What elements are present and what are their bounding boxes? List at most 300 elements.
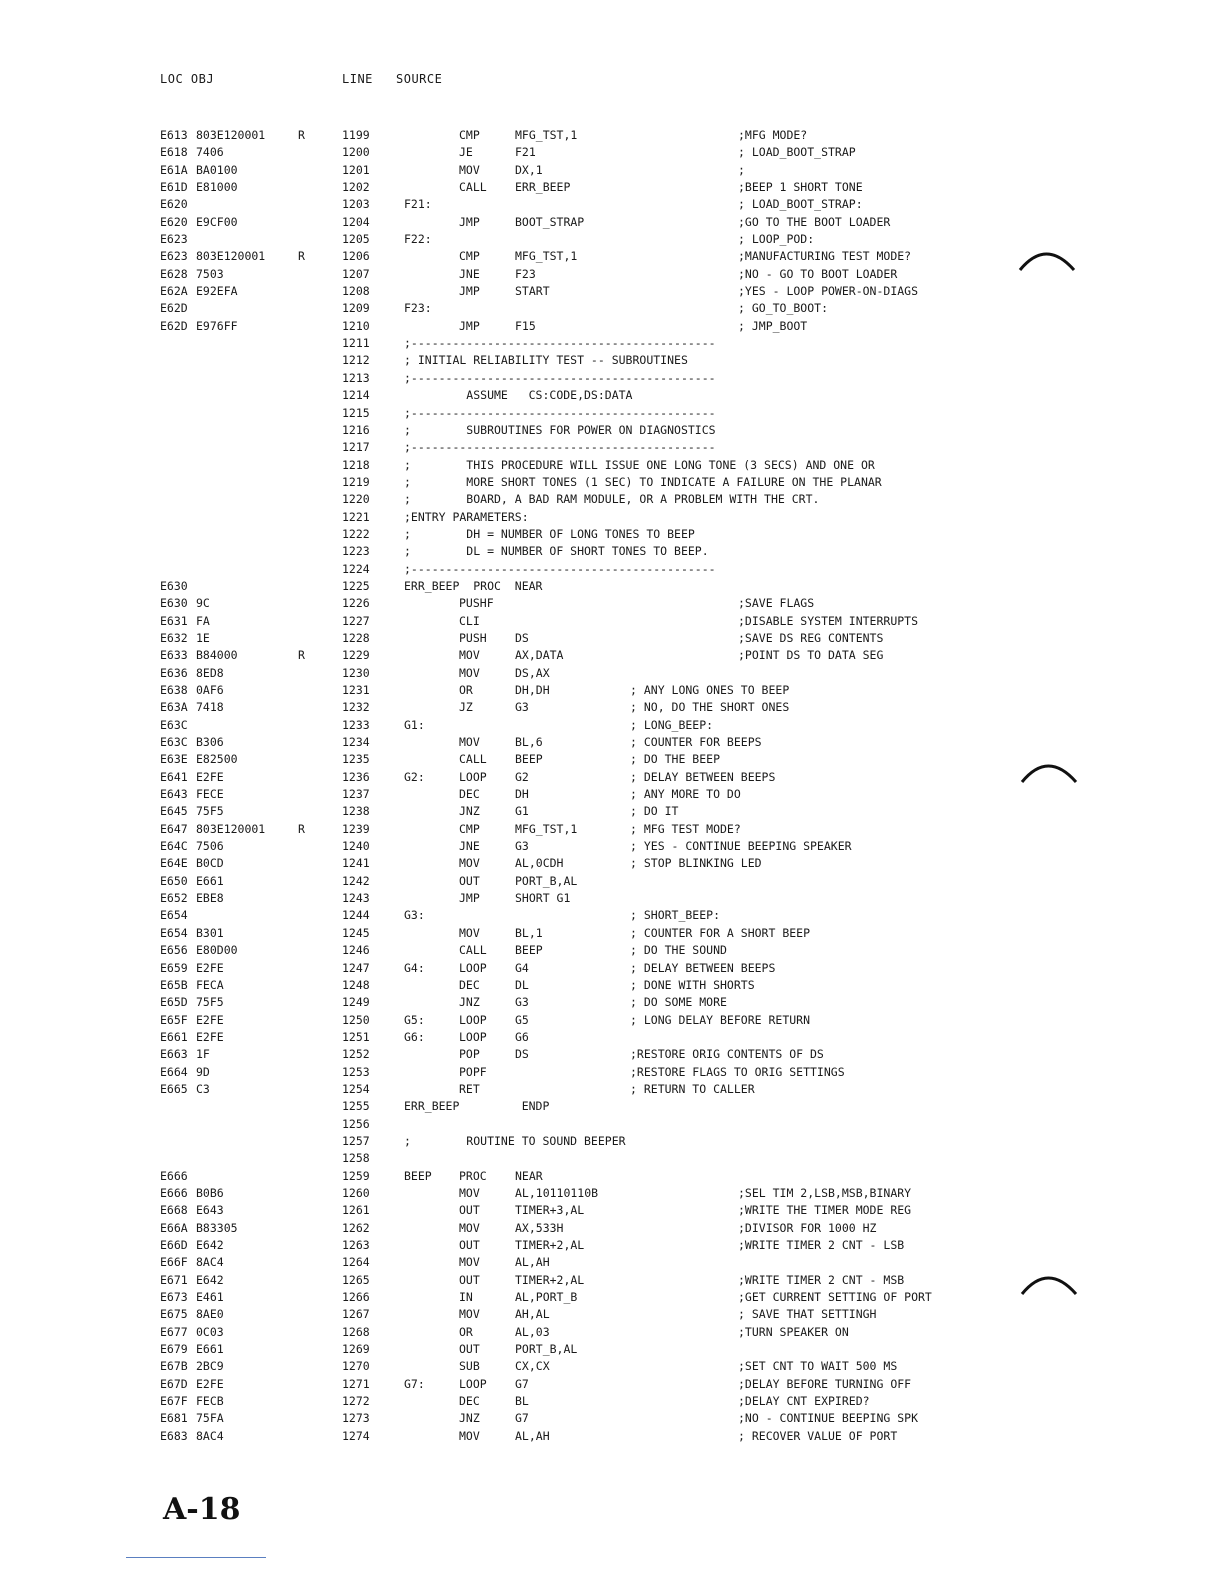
source-operand: MFG_TST,1	[515, 249, 578, 264]
source-operand: START	[515, 284, 550, 299]
line-number: 1223	[342, 544, 370, 559]
source-operand: BEEP	[515, 943, 543, 958]
source-comment: ;WRITE TIMER 2 CNT - MSB	[738, 1272, 905, 1287]
loc-address: E63E	[160, 752, 188, 767]
listing-row	[0, 907, 1224, 924]
line-number: 1261	[342, 1203, 370, 1218]
source-operand: AL,03	[515, 1324, 550, 1339]
line-number: 1251	[342, 1029, 370, 1044]
object-code: E92EFA	[196, 284, 238, 299]
source-opcode: SUB	[459, 1359, 480, 1374]
loc-address: E641	[160, 769, 188, 784]
source-opcode: CALL	[459, 180, 487, 195]
binder-hole-mark-top	[1016, 240, 1076, 280]
source-comment: ; SAVE THAT SETTINGH	[738, 1307, 877, 1322]
source-text: ;--------------------------------------------	[404, 370, 716, 385]
object-code: 8AC4	[196, 1428, 224, 1443]
listing-row	[0, 1393, 1224, 1410]
object-code: C3	[196, 1081, 210, 1096]
loc-address: E63C	[160, 717, 188, 732]
object-code: BA0100	[196, 162, 238, 177]
source-comment: ; LONG DELAY BEFORE RETURN	[630, 1012, 811, 1027]
source-operand: DX,1	[515, 162, 543, 177]
source-comment: ;YES - LOOP POWER-ON-DIAGS	[738, 284, 919, 299]
source-comment: ; STOP BLINKING LED	[630, 856, 762, 871]
source-operand: G6	[515, 1029, 529, 1044]
listing-row	[0, 283, 1224, 300]
source-opcode: LOOP	[459, 960, 487, 975]
line-number: 1207	[342, 266, 370, 281]
source-label: G1:	[404, 717, 425, 732]
listing-row	[0, 335, 1224, 352]
loc-address: E62D	[160, 301, 188, 316]
object-code: E2FE	[196, 960, 224, 975]
object-code: 7406	[196, 145, 224, 160]
source-label: G3:	[404, 908, 425, 923]
line-number: 1247	[342, 960, 370, 975]
object-code: E661	[196, 1342, 224, 1357]
listing-row	[0, 387, 1224, 404]
source-comment: ; GO_TO_BOOT:	[738, 301, 829, 316]
source-text: ; SUBROUTINES FOR POWER ON DIAGNOSTICS	[404, 422, 716, 437]
listing-row	[0, 977, 1224, 994]
object-code: 9C	[196, 596, 210, 611]
line-number: 1220	[342, 492, 370, 507]
source-text: ERR_BEEP PROC NEAR	[404, 578, 543, 593]
loc-address: E652	[160, 891, 188, 906]
source-opcode: JNE	[459, 266, 480, 281]
loc-address: E630	[160, 596, 188, 611]
source-operand: G3	[515, 700, 529, 715]
loc-address: E62A	[160, 284, 188, 299]
source-comment: ; DO SOME MORE	[630, 995, 727, 1010]
loc-address: E63C	[160, 735, 188, 750]
source-comment: ;BEEP 1 SHORT TONE	[738, 180, 863, 195]
source-comment: ; RETURN TO CALLER	[630, 1081, 755, 1096]
line-number: 1224	[342, 561, 370, 576]
listing-row	[0, 1064, 1224, 1081]
listing-row	[0, 179, 1224, 196]
loc-address: E656	[160, 943, 188, 958]
object-code: E81000	[196, 180, 238, 195]
header-loc-obj: LOC OBJ	[160, 72, 215, 86]
loc-address: E645	[160, 804, 188, 819]
source-label: G4:	[404, 960, 425, 975]
line-number: 1274	[342, 1428, 370, 1443]
source-operand: BEEP	[515, 752, 543, 767]
listing-row	[0, 196, 1224, 213]
listing-row	[0, 1410, 1224, 1427]
source-opcode: MOV	[459, 1255, 480, 1270]
listing-row	[0, 1237, 1224, 1254]
loc-address: E668	[160, 1203, 188, 1218]
listing-row	[0, 595, 1224, 612]
source-opcode: MOV	[459, 856, 480, 871]
line-number: 1236	[342, 769, 370, 784]
relocation-flag: R	[298, 128, 305, 142]
source-operand: G7	[515, 1411, 529, 1426]
object-code: B301	[196, 925, 224, 940]
object-code: 2BC9	[196, 1359, 224, 1374]
listing-row	[0, 370, 1224, 387]
listing-row	[0, 665, 1224, 682]
object-code: E642	[196, 1272, 224, 1287]
listing-row	[0, 1220, 1224, 1237]
source-opcode: MOV	[459, 1428, 480, 1443]
line-number: 1213	[342, 370, 370, 385]
listing-row	[0, 543, 1224, 560]
loc-address: E647	[160, 821, 188, 836]
source-opcode: OUT	[459, 1272, 480, 1287]
loc-address: E650	[160, 873, 188, 888]
source-opcode: OR	[459, 683, 473, 697]
object-code: E643	[196, 1203, 224, 1218]
source-operand: PORT_B,AL	[515, 873, 578, 888]
loc-address: E671	[160, 1272, 188, 1287]
line-number: 1255	[342, 1099, 370, 1114]
loc-address: E681	[160, 1411, 188, 1426]
loc-address: E65F	[160, 1012, 188, 1027]
source-operand: DS,AX	[515, 665, 550, 680]
source-operand: DL	[515, 977, 529, 992]
source-comment: ;WRITE TIMER 2 CNT - LSB	[738, 1238, 905, 1252]
source-operand: F21	[515, 145, 536, 160]
listing-row	[0, 890, 1224, 907]
loc-address: E664	[160, 1064, 188, 1079]
loc-address: E659	[160, 960, 188, 975]
loc-address: E677	[160, 1324, 188, 1339]
source-comment: ; RECOVER VALUE OF PORT	[738, 1428, 898, 1443]
line-number: 1272	[342, 1394, 370, 1409]
object-code: 1F	[196, 1047, 210, 1062]
line-number: 1239	[342, 821, 370, 836]
listing-row	[0, 1202, 1224, 1219]
source-operand: DS	[515, 630, 529, 645]
line-number: 1273	[342, 1411, 370, 1426]
line-number: 1212	[342, 353, 370, 368]
listing-row	[0, 1306, 1224, 1323]
object-code: FECB	[196, 1394, 224, 1409]
listing-row	[0, 1150, 1224, 1167]
line-number: 1244	[342, 908, 370, 923]
listing-row	[0, 838, 1224, 855]
object-code: 0C03	[196, 1324, 224, 1339]
source-comment: ;MANUFACTURING TEST MODE?	[738, 249, 912, 264]
object-code: 75F5	[196, 995, 224, 1010]
listing-row	[0, 630, 1224, 647]
line-number: 1256	[342, 1116, 370, 1131]
source-opcode: OUT	[459, 1203, 480, 1218]
listing-row	[0, 942, 1224, 959]
line-number: 1221	[342, 509, 370, 524]
source-comment: ;DISABLE SYSTEM INTERRUPTS	[738, 613, 919, 628]
line-number: 1218	[342, 457, 370, 472]
line-number: 1263	[342, 1238, 370, 1252]
source-comment: ;SAVE DS REG CONTENTS	[738, 630, 884, 645]
binder-hole-mark-bottom	[1018, 1264, 1078, 1304]
line-number: 1227	[342, 613, 370, 628]
header-line: LINE	[342, 72, 373, 86]
line-number: 1242	[342, 873, 370, 888]
line-number: 1269	[342, 1342, 370, 1357]
line-number: 1203	[342, 197, 370, 212]
object-code: B0B6	[196, 1185, 224, 1200]
object-code: E9CF00	[196, 214, 238, 229]
source-comment: ;GO TO THE BOOT LOADER	[738, 214, 891, 229]
source-comment: ; COUNTER FOR A SHORT BEEP	[630, 925, 811, 940]
listing-row	[0, 803, 1224, 820]
source-operand: AL,AH	[515, 1255, 550, 1270]
source-opcode: MOV	[459, 1307, 480, 1322]
source-opcode: MOV	[459, 665, 480, 680]
source-label: G7:	[404, 1376, 425, 1391]
source-operand: G5	[515, 1012, 529, 1027]
source-operand: AH,AL	[515, 1307, 550, 1322]
loc-address: E65D	[160, 995, 188, 1010]
source-opcode: JNE	[459, 839, 480, 854]
object-code: E2FE	[196, 769, 224, 784]
listing-row	[0, 699, 1224, 716]
loc-address: E666	[160, 1185, 188, 1200]
listing-row	[0, 578, 1224, 595]
loc-address: E654	[160, 908, 188, 923]
object-code: 9D	[196, 1064, 210, 1079]
source-text: ;--------------------------------------------	[404, 405, 716, 420]
source-operand: AX,533H	[515, 1220, 564, 1235]
source-comment: ;SAVE FLAGS	[738, 596, 815, 611]
source-operand: AL,AH	[515, 1428, 550, 1443]
listing-row	[0, 682, 1224, 699]
source-comment: ; LOAD_BOOT_STRAP:	[738, 197, 863, 212]
source-comment: ;NO - GO TO BOOT LOADER	[738, 266, 898, 281]
source-comment: ;DIVISOR FOR 1000 HZ	[738, 1220, 877, 1235]
loc-address: E623	[160, 232, 188, 247]
source-comment: ;GET CURRENT SETTING OF PORT	[738, 1290, 932, 1305]
loc-address: E630	[160, 578, 188, 593]
line-number: 1241	[342, 856, 370, 871]
listing-row	[0, 491, 1224, 508]
line-number: 1228	[342, 630, 370, 645]
listing-row	[0, 526, 1224, 543]
loc-address: E665	[160, 1081, 188, 1096]
binder-hole-mark-middle	[1018, 752, 1078, 792]
source-comment: ; DO THE SOUND	[630, 943, 727, 958]
object-code: 8AC4	[196, 1255, 224, 1270]
source-comment: ;SEL TIM 2,LSB,MSB,BINARY	[738, 1185, 912, 1200]
listing-row	[0, 1046, 1224, 1063]
line-number: 1248	[342, 977, 370, 992]
source-text: ;--------------------------------------------	[404, 440, 716, 455]
listing-row	[0, 127, 1224, 144]
source-comment: ;RESTORE ORIG CONTENTS OF DS	[630, 1047, 824, 1062]
loc-address: E620	[160, 197, 188, 212]
source-comment: ; MFG TEST MODE?	[630, 821, 741, 836]
source-opcode: OUT	[459, 1342, 480, 1357]
object-code: 7503	[196, 266, 224, 281]
loc-address: E64C	[160, 839, 188, 854]
source-operand: G2	[515, 769, 529, 784]
line-number: 1222	[342, 526, 370, 541]
line-number: 1225	[342, 578, 370, 593]
line-number: 1208	[342, 284, 370, 299]
object-code: E82500	[196, 752, 238, 767]
source-comment: ;DELAY BEFORE TURNING OFF	[738, 1376, 912, 1391]
loc-address: E636	[160, 665, 188, 680]
source-operand: DS	[515, 1047, 529, 1062]
source-comment: ; YES - CONTINUE BEEPING SPEAKER	[630, 839, 852, 854]
line-number: 1240	[342, 839, 370, 854]
source-operand: MFG_TST,1	[515, 821, 578, 836]
line-number: 1250	[342, 1012, 370, 1027]
source-opcode: MOV	[459, 1185, 480, 1200]
source-operand: ERR_BEEP	[515, 180, 571, 195]
loc-address: E67F	[160, 1394, 188, 1409]
source-comment: ; LOOP_POD:	[738, 232, 815, 247]
source-comment: ; ANY LONG ONES TO BEEP	[630, 683, 790, 697]
source-opcode: PUSHF	[459, 596, 494, 611]
source-comment: ; SHORT_BEEP:	[630, 908, 721, 923]
source-text: ; DL = NUMBER OF SHORT TONES TO BEEP.	[404, 544, 709, 559]
line-number: 1254	[342, 1081, 370, 1096]
listing-row	[0, 352, 1224, 369]
object-code: E80D00	[196, 943, 238, 958]
line-number: 1270	[342, 1359, 370, 1374]
source-comment: ;MFG MODE?	[738, 128, 808, 142]
object-code: 1E	[196, 630, 210, 645]
listing-row	[0, 960, 1224, 977]
object-code: 8AE0	[196, 1307, 224, 1322]
line-number: 1214	[342, 388, 370, 403]
source-opcode: JNZ	[459, 1411, 480, 1426]
loc-address: E618	[160, 145, 188, 160]
source-opcode: JMP	[459, 214, 480, 229]
source-comment: ; LONG_BEEP:	[630, 717, 714, 732]
source-comment: ; DELAY BETWEEN BEEPS	[630, 769, 776, 784]
object-code: 803E120001	[196, 128, 266, 142]
source-operand: AL,0CDH	[515, 856, 564, 871]
source-comment: ; DO THE BEEP	[630, 752, 721, 767]
source-opcode: PUSH	[459, 630, 487, 645]
loc-address: E666	[160, 1168, 188, 1183]
loc-address: E643	[160, 787, 188, 802]
loc-address: E66A	[160, 1220, 188, 1235]
source-operand: DH,DH	[515, 683, 550, 697]
object-code: E461	[196, 1290, 224, 1305]
loc-address: E61D	[160, 180, 188, 195]
source-operand: MFG_TST,1	[515, 128, 578, 142]
source-opcode: JZ	[459, 700, 473, 715]
header-source: SOURCE	[396, 72, 443, 86]
listing-row	[0, 162, 1224, 179]
line-number: 1204	[342, 214, 370, 229]
source-label: BEEP	[404, 1168, 432, 1183]
listing-row	[0, 422, 1224, 439]
source-opcode: POPF	[459, 1064, 487, 1079]
source-text: ;--------------------------------------------	[404, 561, 716, 576]
source-label: F23:	[404, 301, 432, 316]
object-code: 0AF6	[196, 683, 224, 697]
line-number: 1257	[342, 1133, 370, 1148]
source-operand: CX,CX	[515, 1359, 550, 1374]
footer-rule	[126, 1557, 266, 1558]
object-code: 803E120001	[196, 249, 266, 264]
listing-row	[0, 474, 1224, 491]
source-opcode: JMP	[459, 318, 480, 333]
object-code: E642	[196, 1238, 224, 1252]
source-operand: TIMER+3,AL	[515, 1203, 585, 1218]
source-opcode: JMP	[459, 891, 480, 906]
line-number: 1230	[342, 665, 370, 680]
source-operand: BL,1	[515, 925, 543, 940]
loc-address: E67D	[160, 1376, 188, 1391]
source-label: G6:	[404, 1029, 425, 1044]
line-number: 1245	[342, 925, 370, 940]
object-code: FA	[196, 613, 210, 628]
loc-address: E62D	[160, 318, 188, 333]
source-opcode: CALL	[459, 752, 487, 767]
source-comment: ; DO IT	[630, 804, 679, 819]
loc-address: E66F	[160, 1255, 188, 1270]
source-text: ; BOARD, A BAD RAM MODULE, OR A PROBLEM WITH THE CRT.	[404, 492, 820, 507]
listing-row	[0, 994, 1224, 1011]
listing-row	[0, 1341, 1224, 1358]
object-code: B83305	[196, 1220, 238, 1235]
loc-address: E628	[160, 266, 188, 281]
source-opcode: CMP	[459, 249, 480, 264]
line-number: 1271	[342, 1376, 370, 1391]
listing-row	[0, 1029, 1224, 1046]
listing-row	[0, 561, 1224, 578]
loc-address: E620	[160, 214, 188, 229]
source-opcode: CMP	[459, 821, 480, 836]
line-number: 1200	[342, 145, 370, 160]
source-opcode: OUT	[459, 873, 480, 888]
source-operand: AX,DATA	[515, 648, 564, 663]
listing-row	[0, 1081, 1224, 1098]
source-operand: G1	[515, 804, 529, 819]
loc-address: E663	[160, 1047, 188, 1062]
object-code: EBE8	[196, 891, 224, 906]
source-operand: SHORT G1	[515, 891, 571, 906]
listing-row	[0, 457, 1224, 474]
source-text: ; INITIAL RELIABILITY TEST -- SUBROUTINES	[404, 353, 688, 368]
loc-address: E613	[160, 128, 188, 142]
source-operand: G3	[515, 839, 529, 854]
line-number: 1211	[342, 336, 370, 351]
line-number: 1268	[342, 1324, 370, 1339]
line-number: 1234	[342, 735, 370, 750]
source-comment: ; DELAY BETWEEN BEEPS	[630, 960, 776, 975]
loc-address: E61A	[160, 162, 188, 177]
object-code: B84000	[196, 648, 238, 663]
source-operand: F15	[515, 318, 536, 333]
source-opcode: MOV	[459, 925, 480, 940]
listing-row	[0, 300, 1224, 317]
source-operand: PORT_B,AL	[515, 1342, 578, 1357]
loc-address: E66D	[160, 1238, 188, 1252]
source-comment: ;DELAY CNT EXPIRED?	[738, 1394, 870, 1409]
line-number: 1202	[342, 180, 370, 195]
listing-row	[0, 1324, 1224, 1341]
loc-address: E673	[160, 1290, 188, 1305]
relocation-flag: R	[298, 249, 305, 264]
source-opcode: DEC	[459, 1394, 480, 1409]
object-code: E2FE	[196, 1029, 224, 1044]
source-opcode: CALL	[459, 943, 487, 958]
loc-address: E64E	[160, 856, 188, 871]
source-comment: ;	[738, 162, 745, 177]
line-number: 1259	[342, 1168, 370, 1183]
